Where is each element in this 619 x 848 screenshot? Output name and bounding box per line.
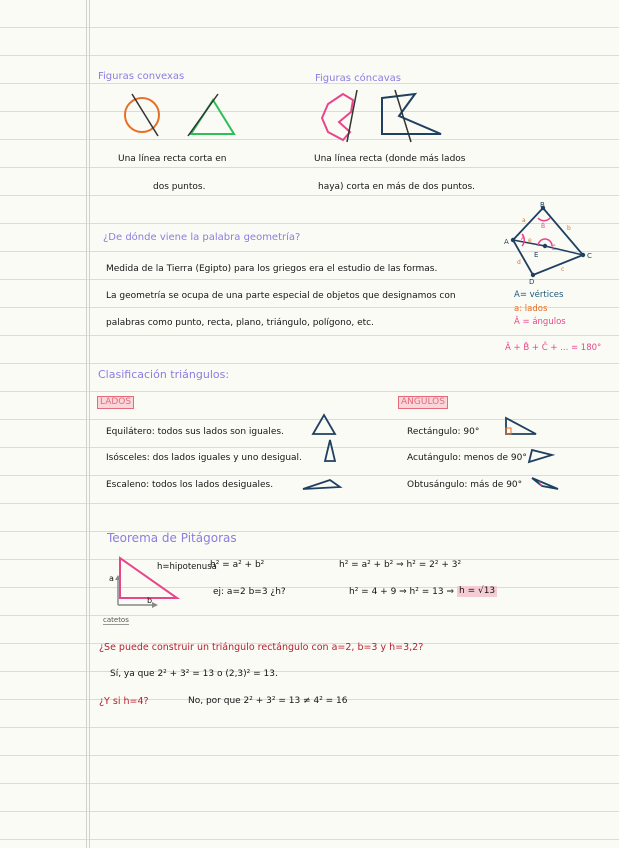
geometry-paragraph-2: La geometría se ocupa de una parte especial de objetos que designamos con xyxy=(106,291,456,301)
sides-triangles xyxy=(300,410,350,495)
label-side-d: d xyxy=(517,259,521,266)
isosceles-text: Isósceles: dos lados iguales y uno desigual. xyxy=(106,453,302,463)
hypotenuse-label: h=hipotenusa xyxy=(157,562,217,572)
equilateral-triangle xyxy=(313,415,335,434)
angle-sum-formula: Â + B̂ + Ĉ + ... = 180° xyxy=(505,343,602,353)
legend-sides: a: lados xyxy=(514,304,548,314)
catetos-label: catetos xyxy=(103,616,129,624)
classification-title: Clasificación triángulos: xyxy=(98,368,230,381)
sides-label: LADOS xyxy=(97,396,134,409)
label-B: B xyxy=(540,201,545,209)
vertex-dot-E xyxy=(543,244,547,248)
vertex-dot-D xyxy=(531,273,535,277)
isosceles-triangle xyxy=(325,440,335,461)
answer-1: Sí, ya que 2² + 3² = 13 o (2,3)² = 13. xyxy=(110,669,278,679)
concave-desc-line1: Una línea recta (donde más lados xyxy=(314,154,466,164)
pythagoras-result: h = √13 xyxy=(459,586,496,596)
pythagoras-triangle xyxy=(104,550,184,620)
label-angle-B: B̂ xyxy=(541,223,546,230)
legend-angles: Â = ángulos xyxy=(514,317,566,327)
geometry-paragraph-3: palabras como punto, recta, plano, triángulo, polígono, etc. xyxy=(106,318,374,328)
circle-cut-line xyxy=(132,94,158,136)
label-angle-E: Ê xyxy=(552,245,556,252)
label-A: A xyxy=(504,238,509,246)
geometry-question: ¿De dónde viene la palabra geometría? xyxy=(103,232,301,243)
obtuse-triangle-text: Obtusángulo: más de 90° xyxy=(407,480,523,490)
right-triangle-text: Rectángulo: 90° xyxy=(407,427,480,437)
vertex-dot-C xyxy=(581,253,585,257)
angle-arc-B xyxy=(538,218,550,221)
label-E: E xyxy=(534,251,539,259)
label-D: D xyxy=(529,278,535,285)
label-side-b: b xyxy=(567,225,571,232)
pythagoras-formula: h² = a² + b² xyxy=(210,560,265,570)
acute-triangle-text: Acutángulo: menos de 90° xyxy=(407,453,527,463)
answer-2: No, por que 2² + 3² = 13 ≠ 4² = 16 xyxy=(188,696,348,706)
acute-triangle xyxy=(529,450,552,462)
label-angle-A: Â xyxy=(521,235,526,242)
convex-desc-line1: Una línea recta corta en xyxy=(118,154,227,164)
leg-a-label: a xyxy=(109,574,114,583)
geometry-paragraph-1: Medida de la Tierra (Egipto) para los griegos era el estudio de las formas. xyxy=(106,264,438,274)
navy-concave-shape xyxy=(382,94,441,134)
convex-desc-line2: dos puntos. xyxy=(153,182,206,192)
label-side-e: e xyxy=(528,237,532,244)
concave-figures xyxy=(315,88,450,143)
pythagoras-example: ej: a=2 b=3 ¿h? xyxy=(213,587,286,597)
convex-title: Figuras convexas xyxy=(98,71,185,82)
polygon-diagram xyxy=(500,200,612,285)
angles-triangles xyxy=(500,410,562,495)
pythagoras-title: Teorema de Pitágoras xyxy=(107,531,237,545)
leg-b-label: b xyxy=(147,596,153,605)
triangle-cut-line xyxy=(188,94,218,136)
legend-vertices: A= vértices xyxy=(514,290,564,300)
scalene-triangle xyxy=(303,480,340,489)
orange-circle xyxy=(125,98,159,132)
vertex-dot-A xyxy=(511,238,515,242)
equilateral-text: Equilátero: todos sus lados son iguales. xyxy=(106,427,284,437)
concave-title: Figuras cóncavas xyxy=(315,73,401,84)
scalene-text: Escaleno: todos los lados desiguales. xyxy=(106,480,274,490)
label-C: C xyxy=(587,252,592,260)
convex-figures xyxy=(118,92,248,142)
pythagoras-step1: h² = a² + b² ⇒ h² = 2² + 3² xyxy=(339,560,462,570)
concave-desc-line2: haya) corta en más de dos puntos. xyxy=(318,182,476,192)
obtuse-triangle xyxy=(532,478,558,489)
pythagoras-step2: h² = 4 + 9 ⇒ h² = 13 ⇒ xyxy=(349,587,454,597)
angles-label: ÁNGULOS xyxy=(398,396,448,409)
question-2: ¿Y si h=4? xyxy=(99,696,149,707)
label-side-a: a xyxy=(522,217,526,224)
arrow-head-b xyxy=(152,602,158,608)
question-1: ¿Se puede construir un triángulo rectángulo con a=2, b=3 y h=3,2? xyxy=(99,642,424,653)
green-triangle xyxy=(191,100,234,134)
label-side-c: c xyxy=(561,266,565,273)
